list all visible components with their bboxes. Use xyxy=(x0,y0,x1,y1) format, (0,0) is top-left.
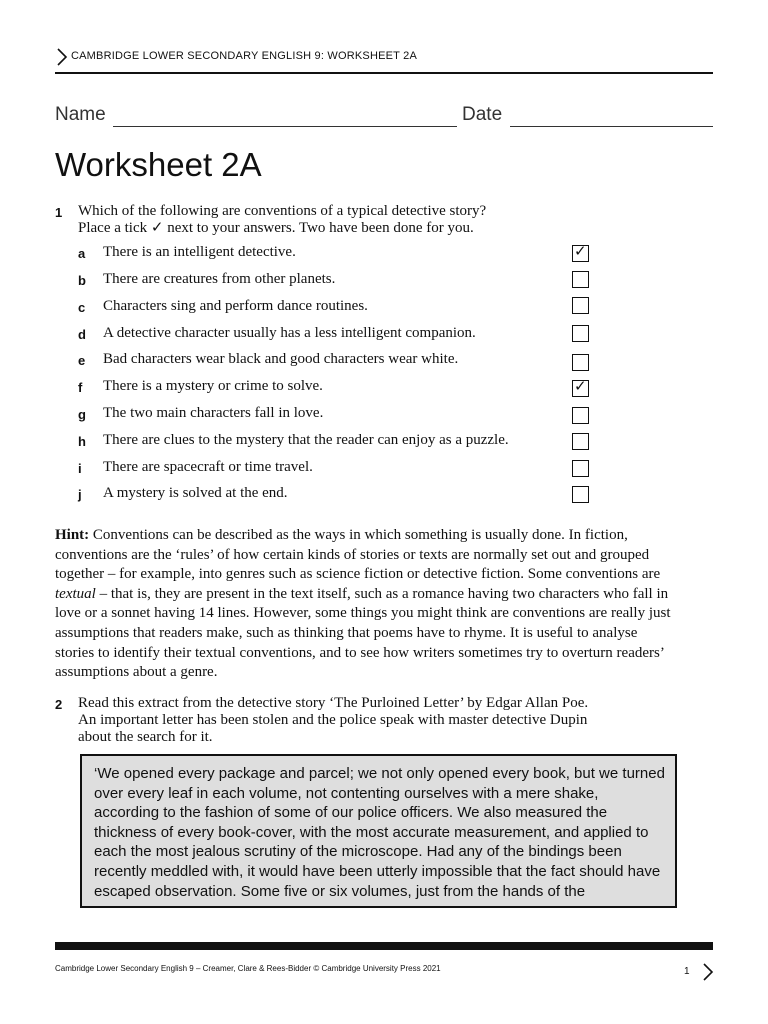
chevron-right-icon xyxy=(55,48,69,66)
hint-paragraph xyxy=(55,526,675,683)
option-text: There are creatures from other planets. xyxy=(103,271,336,287)
running-title: CAMBRIDGE LOWER SECONDARY ENGLISH 9: WORKSHEET 2A xyxy=(71,50,417,62)
option-d xyxy=(78,325,598,345)
question-1-line-2: Place a tick ✓ next to your answers. Two have been done for you. xyxy=(78,220,474,236)
option-g xyxy=(78,405,598,425)
name-field[interactable] xyxy=(113,126,457,127)
date-label: Date xyxy=(462,104,503,125)
option-letter: h xyxy=(78,434,86,449)
footer-rule xyxy=(55,942,713,950)
option-letter: d xyxy=(78,327,86,342)
option-text: A mystery is solved at the end. xyxy=(103,485,288,501)
tick-icon: ✓ xyxy=(574,379,587,395)
option-j xyxy=(78,485,598,505)
hint-emphasis: textual xyxy=(55,585,96,602)
option-letter: e xyxy=(78,353,86,368)
checkbox-j[interactable] xyxy=(572,486,589,503)
option-letter: j xyxy=(78,487,82,502)
option-text: Bad characters wear black and good characters wear white. xyxy=(103,351,459,367)
checkbox-d[interactable] xyxy=(572,325,589,342)
header-rule xyxy=(55,72,713,74)
question-2-line-1: Read this extract from the detective story ‘The Purloined Letter’ by Edgar Allan Poe. xyxy=(78,695,589,711)
tick-icon: ✓ xyxy=(574,244,587,260)
option-text: Characters sing and perform dance routines. xyxy=(103,298,368,314)
option-i xyxy=(78,459,598,479)
question-2-text xyxy=(78,695,698,746)
option-text: There are spacecraft or time travel. xyxy=(103,459,313,475)
question-1-text xyxy=(78,203,698,237)
chevron-right-icon[interactable] xyxy=(702,962,714,982)
hint-label: Hint: xyxy=(55,527,90,543)
question-1-number: 1 xyxy=(55,205,63,220)
option-letter: c xyxy=(78,300,86,315)
checkbox-b[interactable] xyxy=(572,271,589,288)
name-label: Name xyxy=(55,104,106,125)
option-b xyxy=(78,271,598,291)
question-2-line-3: about the search for it. xyxy=(78,729,213,745)
option-letter: g xyxy=(78,407,86,422)
hint-text-2: – that is, they are present in the text itself, such as a romance having two characters who fall in love or a sonnet having 14 lines. However, some things you might think are conventions are really just assumptions that readers make, such as thinking that poems have to rhyme. It is useful to analyse stories to identify their textual conventions, and to see how writers sometimes try to overturn readers’ assumptions about a genre. xyxy=(55,585,671,681)
option-letter: b xyxy=(78,273,86,288)
footer-credit: Cambridge Lower Secondary English 9 – Creamer, Clare & Rees-Bidder © Cambridge University Press 2021 xyxy=(55,964,441,973)
question-2-number: 2 xyxy=(55,697,63,712)
checkbox-c[interactable] xyxy=(572,297,589,314)
option-e xyxy=(78,351,598,371)
checkbox-e[interactable] xyxy=(572,354,589,371)
option-letter: f xyxy=(78,380,83,395)
extract-text: ‘We opened every package and parcel; we not only opened every book, but we turned over every leaf in each volume, not contenting ourselves with a mere shake, according to the fashion of some of our police officers. We also measured the thickness of every book-cover, with the most accurate measurement, and applied to each the most jealous scrutiny of the microscope. Had any of the bindings been recently meddled with, it would have been utterly impossible that the fact should have escaped observation. Some five or six volumes, just from the hands of the xyxy=(94,765,665,900)
option-f xyxy=(78,378,598,398)
checkbox-i[interactable] xyxy=(572,460,589,477)
option-text: There is a mystery or crime to solve. xyxy=(103,378,323,394)
date-field[interactable] xyxy=(510,126,713,127)
option-text: There is an intelligent detective. xyxy=(103,244,296,260)
extract-box xyxy=(80,754,677,908)
hint-text-1: Conventions can be described as the ways in which something is usually done. In fiction, conventions are the ‘rules’ of how certain kinds of stories or texts are normally set out and grouped together – for example, into genres such as science fiction or detective fiction. Some conventions are xyxy=(55,527,661,583)
option-letter: a xyxy=(78,246,86,261)
option-a xyxy=(78,244,598,264)
question-2-line-2: An important letter has been stolen and the police speak with master detective Dupin xyxy=(78,712,588,728)
page-title: Worksheet 2A xyxy=(55,146,262,183)
option-text: There are clues to the mystery that the reader can enjoy as a puzzle. xyxy=(103,432,509,448)
option-h xyxy=(78,432,598,452)
checkbox-f[interactable] xyxy=(572,380,589,397)
question-1-line-1: Which of the following are conventions of a typical detective story? xyxy=(78,203,487,219)
running-header xyxy=(55,46,713,74)
option-c xyxy=(78,298,598,318)
checkbox-a[interactable] xyxy=(572,245,589,262)
page-number: 1 xyxy=(684,966,690,977)
option-text: The two main characters fall in love. xyxy=(103,405,324,421)
option-letter: i xyxy=(78,461,82,476)
option-text: A detective character usually has a less intelligent companion. xyxy=(103,325,476,341)
checkbox-h[interactable] xyxy=(572,433,589,450)
checkbox-g[interactable] xyxy=(572,407,589,424)
